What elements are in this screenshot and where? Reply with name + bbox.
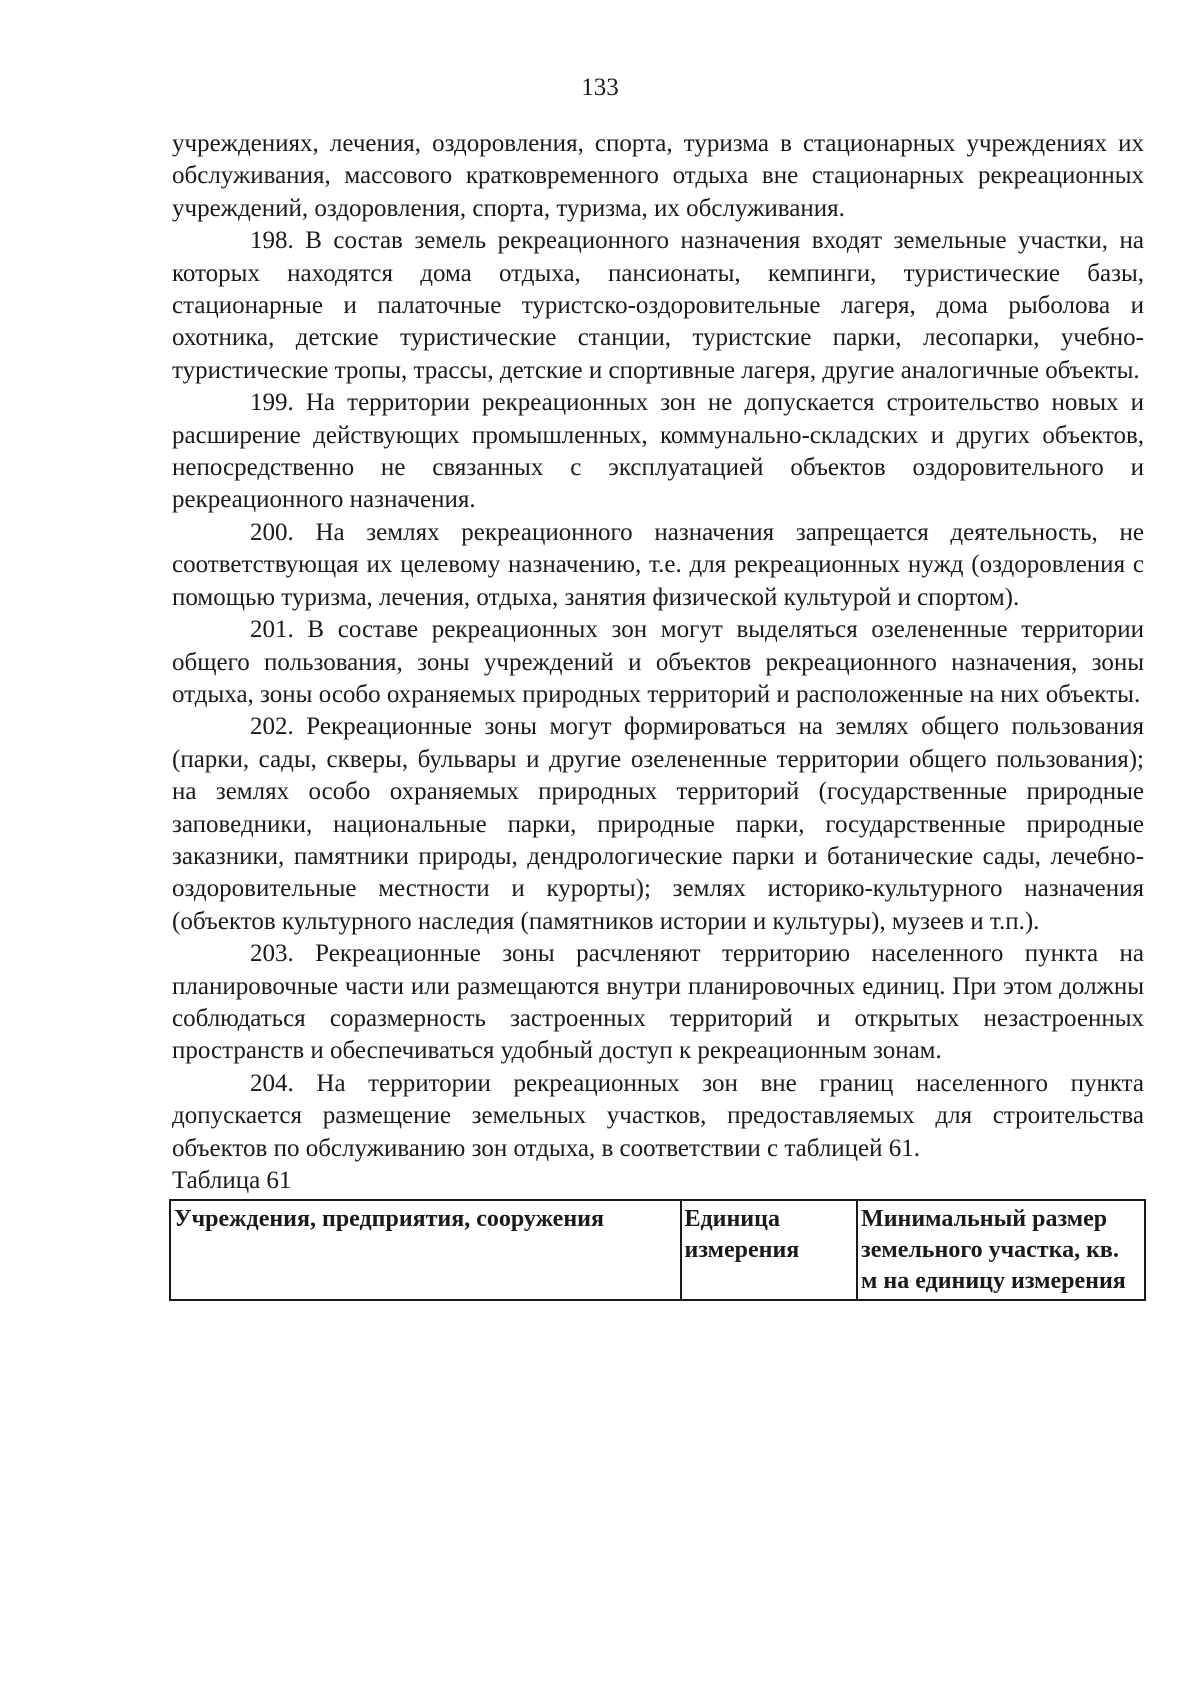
paragraph-203: 203. Рекреационные зоны расчленяют территорию населенного пункта на планировочные части или размещаются внутри планировочных единиц. При этом должны соблюдаться соразмерность застроенных территорий и открытых незастроенных пространств и обеспечиваться удобный доступ к рекреационным зонам. [172,940,1144,1065]
table-61 [169,1199,1146,1301]
document-body [172,128,1144,1301]
table-header-institutions: Учреждения, предприятия, сооружения [170,1200,681,1300]
paragraph-204: 204. На территории рекреационных зон вне границ населенного пункта допускается размещение земельных участков, предоставляемых для строительства объектов по обслуживанию зон отдыха, в соответствии с таблицей 61. [172,1069,1144,1162]
paragraph-202: 202. Рекреационные зоны могут формироваться на землях общего пользования (парки, сады, скверы, бульвары и другие озелененные территории общего пользования); на землях особо охраняемых природных территорий (государственные природные заповедники, национальные парки, природные парки, государственные природные заказники, памятники природы, дендрологические парки и ботанические сады, лечебно-оздоровительные местности и курорты); землях историко-культурного назначения (объектов культурного наследия (памятников истории и культуры), музеев и т.п.). [172,713,1144,935]
table-header-row [170,1200,1145,1300]
table-header-unit: Единица измерения [681,1200,858,1300]
paragraph-199: 199. На территории рекреационных зон не допускается строительство новых и расширение действующих промышленных, коммунально-складских и других объектов, непосредственно не связанных с эксплуатацией объектов оздоровительного и рекреационного назначения. [172,389,1144,514]
paragraph-intro: учреждениях, лечения, оздоровления, спорта, туризма в стационарных учреждениях их обслуживания, массового кратковременного отдыха вне стационарных рекреационных учреждений, оздоровления, спорта, туризма, их обслуживания. [172,130,1144,222]
paragraph-198: 198. В состав земель рекреационного назначения входят земельные участки, на которых находятся дома отдыха, пансионаты, кемпинги, туристические базы, стационарные и палаточные туристско-оздоровительные лагеря, дома рыболова и охотника, детские туристические станции, туристские парки, лесопарки, учебно-туристические тропы, трассы, детские и спортивные лагеря, другие аналогичные объекты. [172,227,1144,384]
table-caption: Таблица 61 [172,1167,292,1194]
table-header-min-area: Минимальный размер земельного участка, кв. м на единицу измерения [857,1200,1145,1300]
paragraph-201: 201. В составе рекреационных зон могут выделяться озелененные территории общего пользования, зоны учреждений и объектов рекреационного назначения, зоны отдыха, зоны особо охраняемых природных территорий и расположенные на них объекты. [172,616,1144,708]
page-number: 133 [581,74,619,101]
paragraph-200: 200. На землях рекреационного назначения запрещается деятельность, не соответствующая их целевому назначению, т.е. для рекреационных нужд (оздоровления с помощью туризма, лечения, отдыха, занятия физической культурой и спортом). [172,518,1144,611]
